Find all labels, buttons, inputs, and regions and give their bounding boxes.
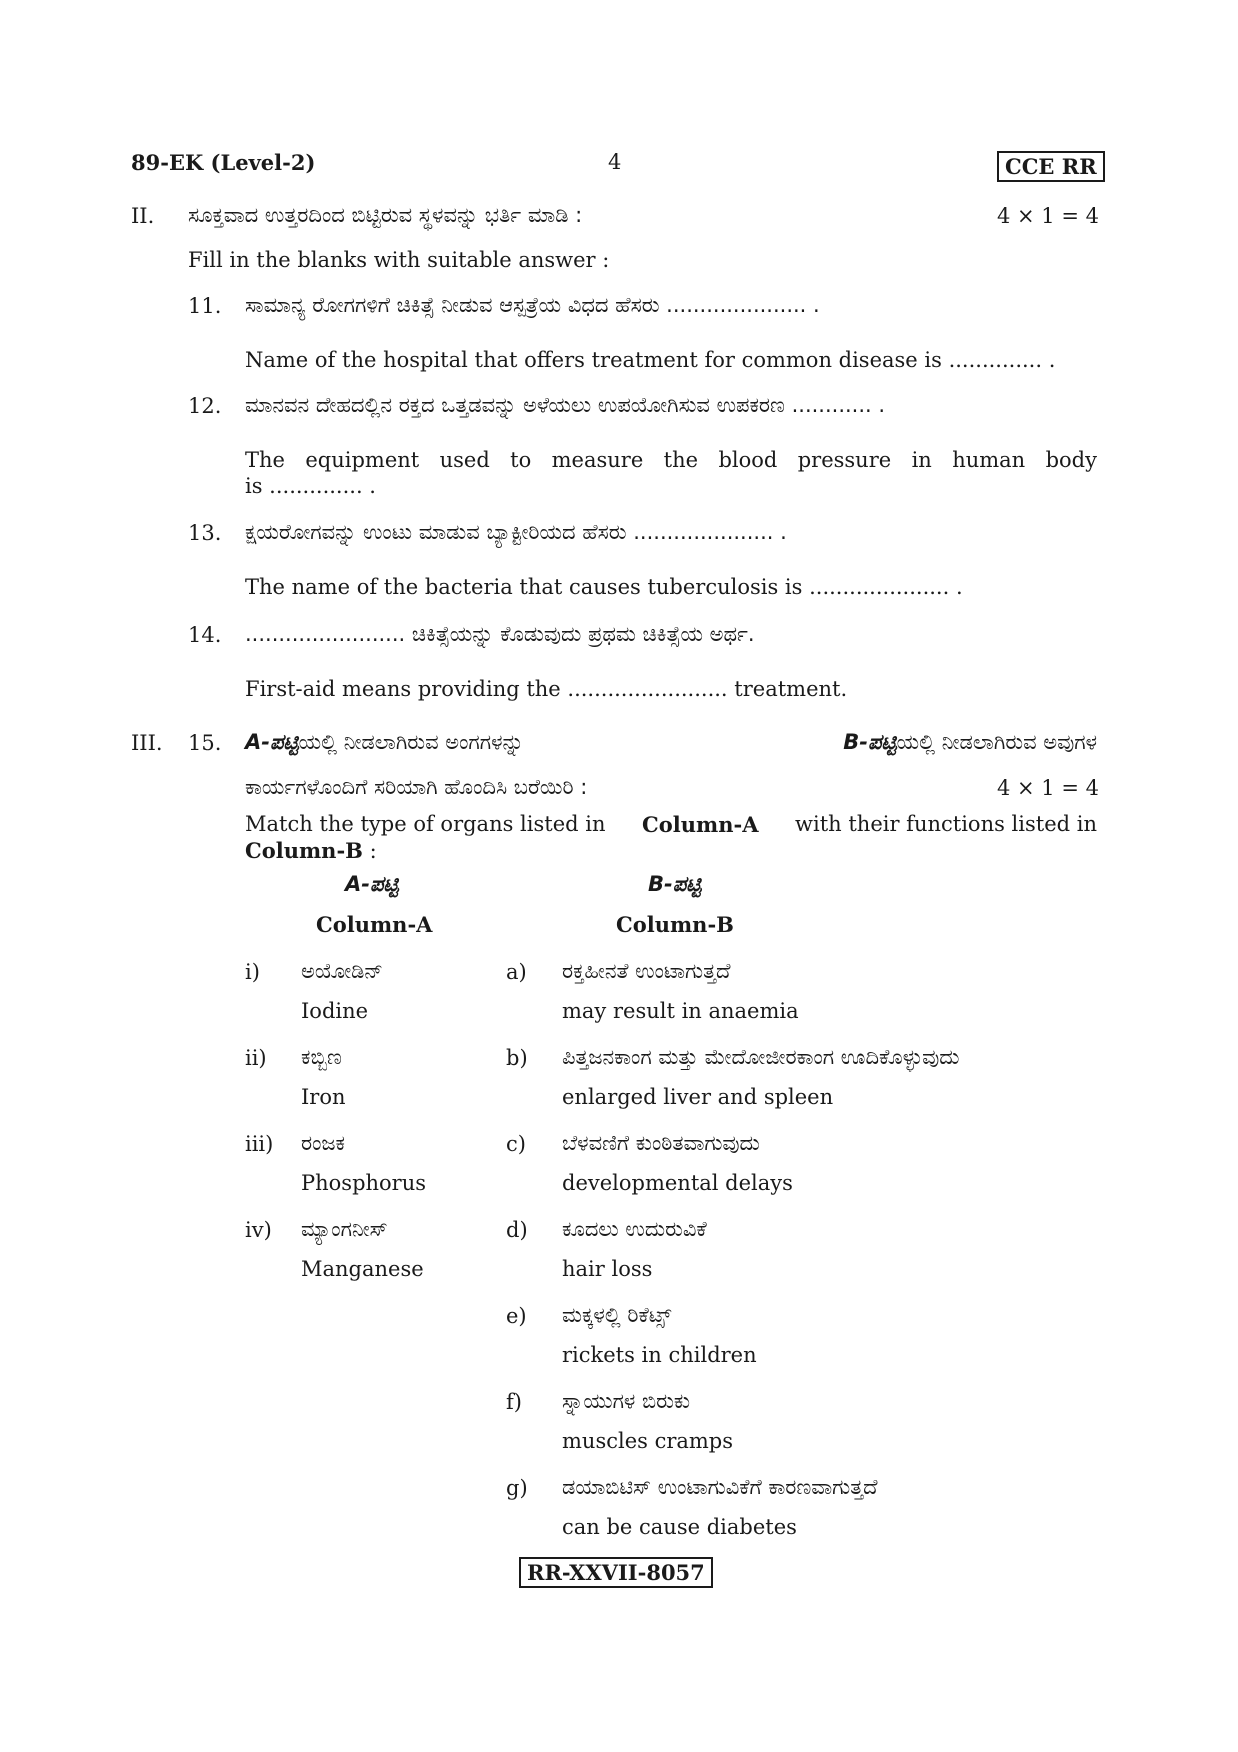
col-b-en: hair loss bbox=[562, 1257, 653, 1281]
q13-kannada: ಕ್ಷಯರೋಗವನ್ನು ಉಂಟು ಮಾಡುವ ಬ್ಯಾಕ್ಟೀರಿಯದ ಹೆಸರು ..................... . bbox=[245, 520, 787, 544]
col-b-kn: ಸ್ನಾಯುಗಳ ಬಿರುಕು bbox=[562, 1389, 691, 1413]
q15-kannada-line2: ಕಾರ್ಯಗಳೊಂದಿಗೆ ಸರಿಯಾಗಿ ಹೊಂದಿಸಿ ಬರೆಯಿರಿ : bbox=[245, 775, 588, 799]
section-3-roman: III. bbox=[131, 731, 163, 755]
footer-code: RR-XXVII-8057 bbox=[519, 1557, 713, 1588]
col-a-kn: ಅಯೋಡಿನ್ bbox=[301, 959, 383, 983]
q15-kn-part1: ಯಲ್ಲಿ ನೀಡಲಾಗಿರುವ ಅಂಗಗಳನ್ನು bbox=[298, 730, 524, 754]
col-b-kn: ಡಯಾಬಿಟಿಸ್ ಉಂಟಾಗುವಿಕೆಗೆ ಕಾರಣವಾಗುತ್ತದೆ bbox=[562, 1475, 878, 1499]
col-b-label: c) bbox=[506, 1132, 526, 1156]
column-a-ref: A-ಪಟ್ಟಿ bbox=[245, 730, 299, 754]
q15-kn-part2: ಯಲ್ಲಿ ನೀಡಲಾಗಿರುವ ಅವುಗಳ bbox=[896, 730, 1097, 754]
col-a-en: Iron bbox=[301, 1085, 346, 1109]
col-b-kn: ರಕ್ತಹೀನತೆ ಉಂಟಾಗುತ್ತದೆ bbox=[562, 959, 731, 983]
section-2-roman: II. bbox=[131, 204, 155, 228]
q12-number: 12. bbox=[188, 394, 222, 418]
q11-number: 11. bbox=[188, 294, 222, 318]
q14-number: 14. bbox=[188, 623, 222, 647]
q15-en-column-a: Column-A bbox=[642, 812, 759, 837]
q13-number: 13. bbox=[188, 521, 222, 545]
column-b-heading-kn: B-ಪಟ್ಟಿ bbox=[648, 872, 702, 896]
col-b-en: enlarged liver and spleen bbox=[562, 1085, 834, 1109]
col-b-kn: ಕೂದಲು ಉದುರುವಿಕೆ bbox=[562, 1217, 707, 1241]
col-b-en: rickets in children bbox=[562, 1343, 757, 1367]
col-a-label: i) bbox=[245, 960, 260, 984]
paper-code: 89-EK (Level-2) bbox=[131, 150, 316, 175]
col-a-kn: ಕಬ್ಬಿಣ bbox=[301, 1045, 342, 1069]
column-b-heading-en: Column-B bbox=[616, 912, 734, 937]
q14-english: First-aid means providing the ........................ treatment. bbox=[245, 677, 848, 701]
col-a-kn: ಮ್ಯಾಂಗನೀಸ್ bbox=[301, 1217, 388, 1241]
q14-kannada: ........................ ಚಿಕಿತ್ಸೆಯನ್ನು ಕೊಡುವುದು ಪ್ರಥಮ ಚಿಕಿತ್ಸೆಯ ಅರ್ಥ. bbox=[245, 622, 755, 646]
col-b-kn: ಮಕ್ಕಳಲ್ಲಿ ರಿಕೆಟ್ಸ್ bbox=[562, 1303, 672, 1327]
q15-number: 15. bbox=[188, 731, 222, 755]
q13-english: The name of the bacteria that causes tuberculosis is ..................... . bbox=[245, 575, 963, 599]
col-a-en: Iodine bbox=[301, 999, 369, 1023]
q15-en-colon: : bbox=[369, 839, 377, 863]
column-a-heading-en: Column-A bbox=[316, 912, 433, 937]
col-a-label: ii) bbox=[245, 1046, 267, 1070]
col-a-label: iv) bbox=[245, 1218, 272, 1242]
col-b-label: f) bbox=[506, 1390, 522, 1414]
q11-kannada: ಸಾಮಾನ್ಯ ರೋಗಗಳಿಗೆ ಚಿಕಿತ್ಸೆ ನೀಡುವ ಆಸ್ಪತ್ರೆಯ ವಿಧದ ಹೆಸರು ..................... . bbox=[245, 293, 820, 317]
q15-kannada-line1 bbox=[245, 730, 1097, 755]
section-3-marks: 4 × 1 = 4 bbox=[997, 776, 1099, 800]
q12-english-line2: is .............. . bbox=[245, 474, 376, 498]
page-number: 4 bbox=[608, 150, 622, 174]
col-b-kn: ಪಿತ್ತಜನಕಾಂಗ ಮತ್ತು ಮೇದೋಜೀರಕಾಂಗ ಊದಿಕೊಳ್ಳುವುದು bbox=[562, 1045, 960, 1069]
col-a-en: Phosphorus bbox=[301, 1171, 427, 1195]
section-2-instruction-kn: ಸೂಕ್ತವಾದ ಉತ್ತರದಿಂದ ಬಿಟ್ಟಿರುವ ಸ್ಥಳವನ್ನು ಭರ್ತಿ ಮಾಡಿ : bbox=[188, 203, 583, 227]
q15-english-line2 bbox=[245, 838, 377, 863]
q12-english-line1: The equipment used to measure the blood pressure in human body bbox=[245, 448, 1097, 472]
cce-rr-tag: CCE RR bbox=[997, 151, 1105, 182]
col-b-label: d) bbox=[506, 1218, 528, 1242]
col-b-label: a) bbox=[506, 960, 527, 984]
column-b-ref: B-ಪಟ್ಟಿ bbox=[843, 730, 897, 754]
q15-en-column-b: Column-B bbox=[245, 838, 363, 863]
q15-en-part2: with their functions listed in bbox=[795, 812, 1097, 836]
col-b-kn: ಬೆಳವಣಿಗೆ ಕುಂಠಿತವಾಗುವುದು bbox=[562, 1131, 760, 1155]
col-b-en: can be cause diabetes bbox=[562, 1515, 797, 1539]
col-b-label: g) bbox=[506, 1476, 528, 1500]
col-b-label: b) bbox=[506, 1046, 528, 1070]
q11-english: Name of the hospital that offers treatment for common disease is .............. . bbox=[245, 348, 1056, 372]
col-a-en: Manganese bbox=[301, 1257, 424, 1281]
q15-english-line1 bbox=[245, 812, 1097, 837]
section-2-marks: 4 × 1 = 4 bbox=[997, 204, 1099, 228]
q15-en-part1: Match the type of organs listed in bbox=[245, 812, 606, 836]
q12-kannada: ಮಾನವನ ದೇಹದಲ್ಲಿನ ರಕ್ತದ ಒತ್ತಡವನ್ನು ಅಳೆಯಲು ಉಪಯೋಗಿಸುವ ಉಪಕರಣ ............ . bbox=[245, 393, 886, 417]
col-b-label: e) bbox=[506, 1304, 527, 1328]
section-2-instruction-en: Fill in the blanks with suitable answer : bbox=[188, 248, 610, 272]
column-a-heading-kn: A-ಪಟ್ಟಿ bbox=[345, 872, 399, 896]
col-b-en: may result in anaemia bbox=[562, 999, 799, 1023]
col-a-kn: ರಂಜಕ bbox=[301, 1131, 345, 1155]
col-b-en: muscles cramps bbox=[562, 1429, 734, 1453]
col-a-label: iii) bbox=[245, 1132, 274, 1156]
col-b-en: developmental delays bbox=[562, 1171, 793, 1195]
